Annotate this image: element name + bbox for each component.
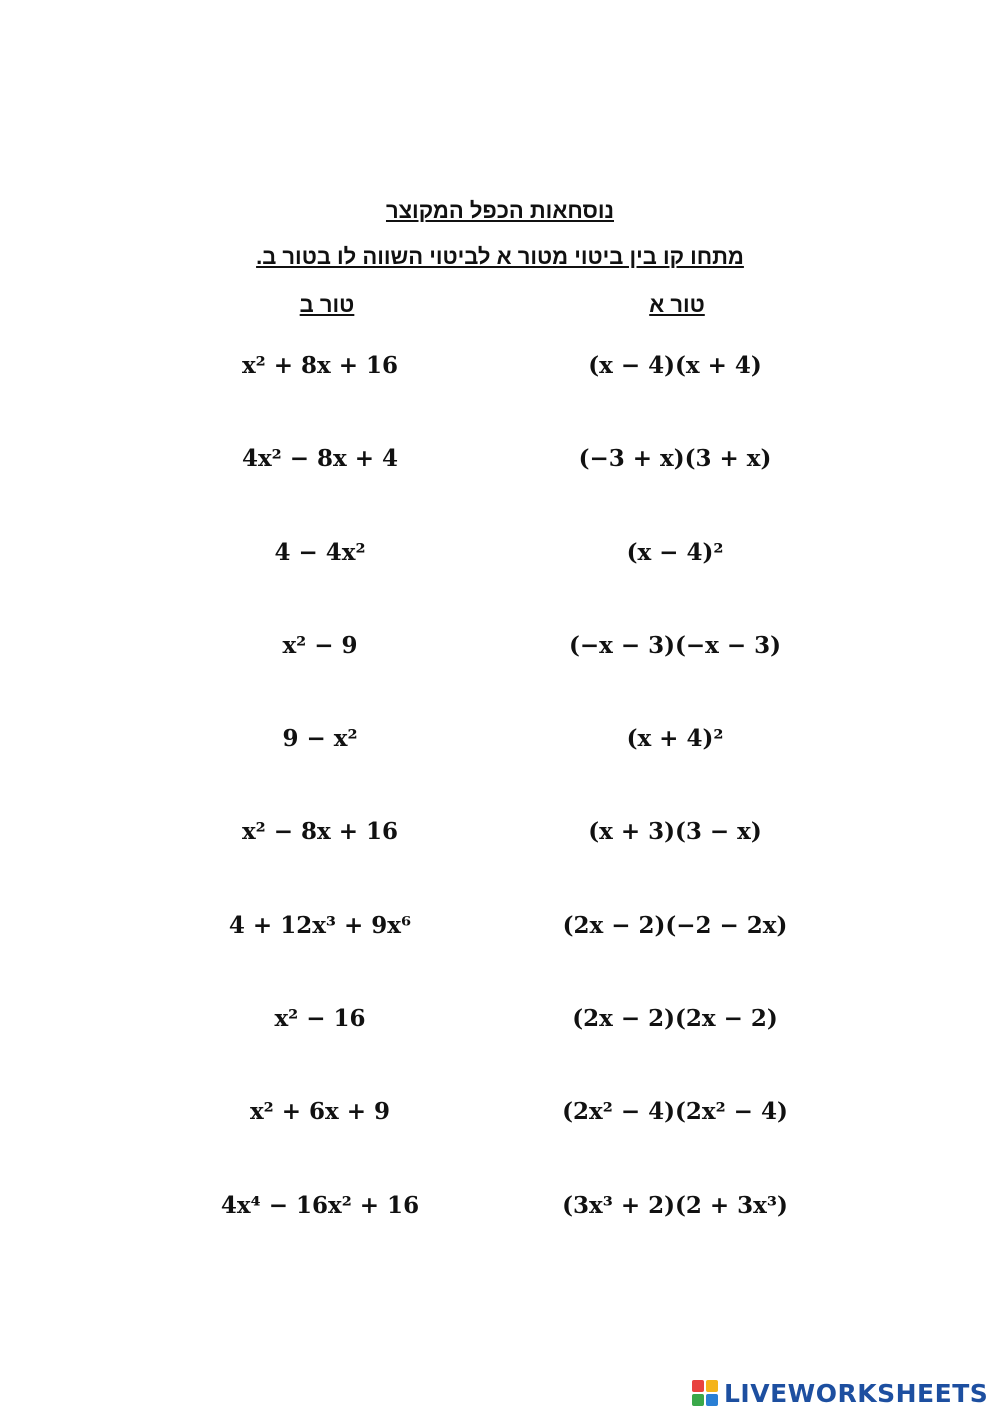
column-a-expression[interactable]: (−x − 3)(−x − 3) (568, 631, 782, 659)
column-b-expression[interactable]: 4 − 4x² (274, 538, 366, 566)
column-a-expression[interactable]: (2x − 2)(2x − 2) (572, 1005, 778, 1033)
column-b-expression[interactable]: x² − 8x + 16 (241, 818, 399, 846)
column-b-expression[interactable]: x² + 8x + 16 (241, 352, 399, 379)
column-b-expression[interactable]: x² − 16 (274, 1005, 366, 1033)
liveworksheets-logo-icon (692, 1380, 718, 1406)
column-b-expression[interactable]: 4 + 12x³ + 9x⁶ (228, 911, 412, 939)
column-b-expression[interactable]: x² + 6x + 9 (249, 1098, 391, 1126)
column-b-header: טור ב (299, 292, 355, 317)
column-a-expression[interactable]: (3x³ + 2)(2 + 3x³) (562, 1191, 788, 1219)
liveworksheets-logo-text: LIVEWORKSHEETS (724, 1378, 989, 1408)
column-b-expression[interactable]: 9 − x² (282, 725, 358, 753)
column-a-expression[interactable]: (x + 3)(3 − x) (588, 818, 762, 846)
worksheet-title: נוסחאות הכפל המקוצר (385, 198, 614, 223)
column-a-header: טור א (649, 292, 705, 317)
column-a-expression[interactable]: (2x − 2)(−2 − 2x) (562, 911, 788, 939)
column-a (475, 340, 875, 1273)
column-a-expression[interactable]: (−3 + x)(3 + x) (578, 445, 772, 473)
column-a-expression[interactable]: (x − 4)² (626, 538, 724, 566)
liveworksheets-logo (692, 1378, 988, 1408)
column-a-expression[interactable]: (x + 4)² (626, 725, 724, 753)
column-b-expression[interactable]: x² − 9 (282, 631, 358, 659)
column-b-expression[interactable]: 4x² − 8x + 4 (241, 445, 399, 473)
worksheet-instruction: מתחו קו בין ביטוי מטור א לביטוי השווה לו בטור ב. (256, 244, 744, 269)
column-a-expression[interactable]: (x − 4)(x + 4) (588, 352, 762, 379)
column-a-expression[interactable]: (2x² − 4)(2x² − 4) (562, 1098, 788, 1126)
column-b-expression[interactable]: 4x⁴ − 16x² + 16 (220, 1191, 420, 1219)
column-b (120, 340, 520, 1273)
